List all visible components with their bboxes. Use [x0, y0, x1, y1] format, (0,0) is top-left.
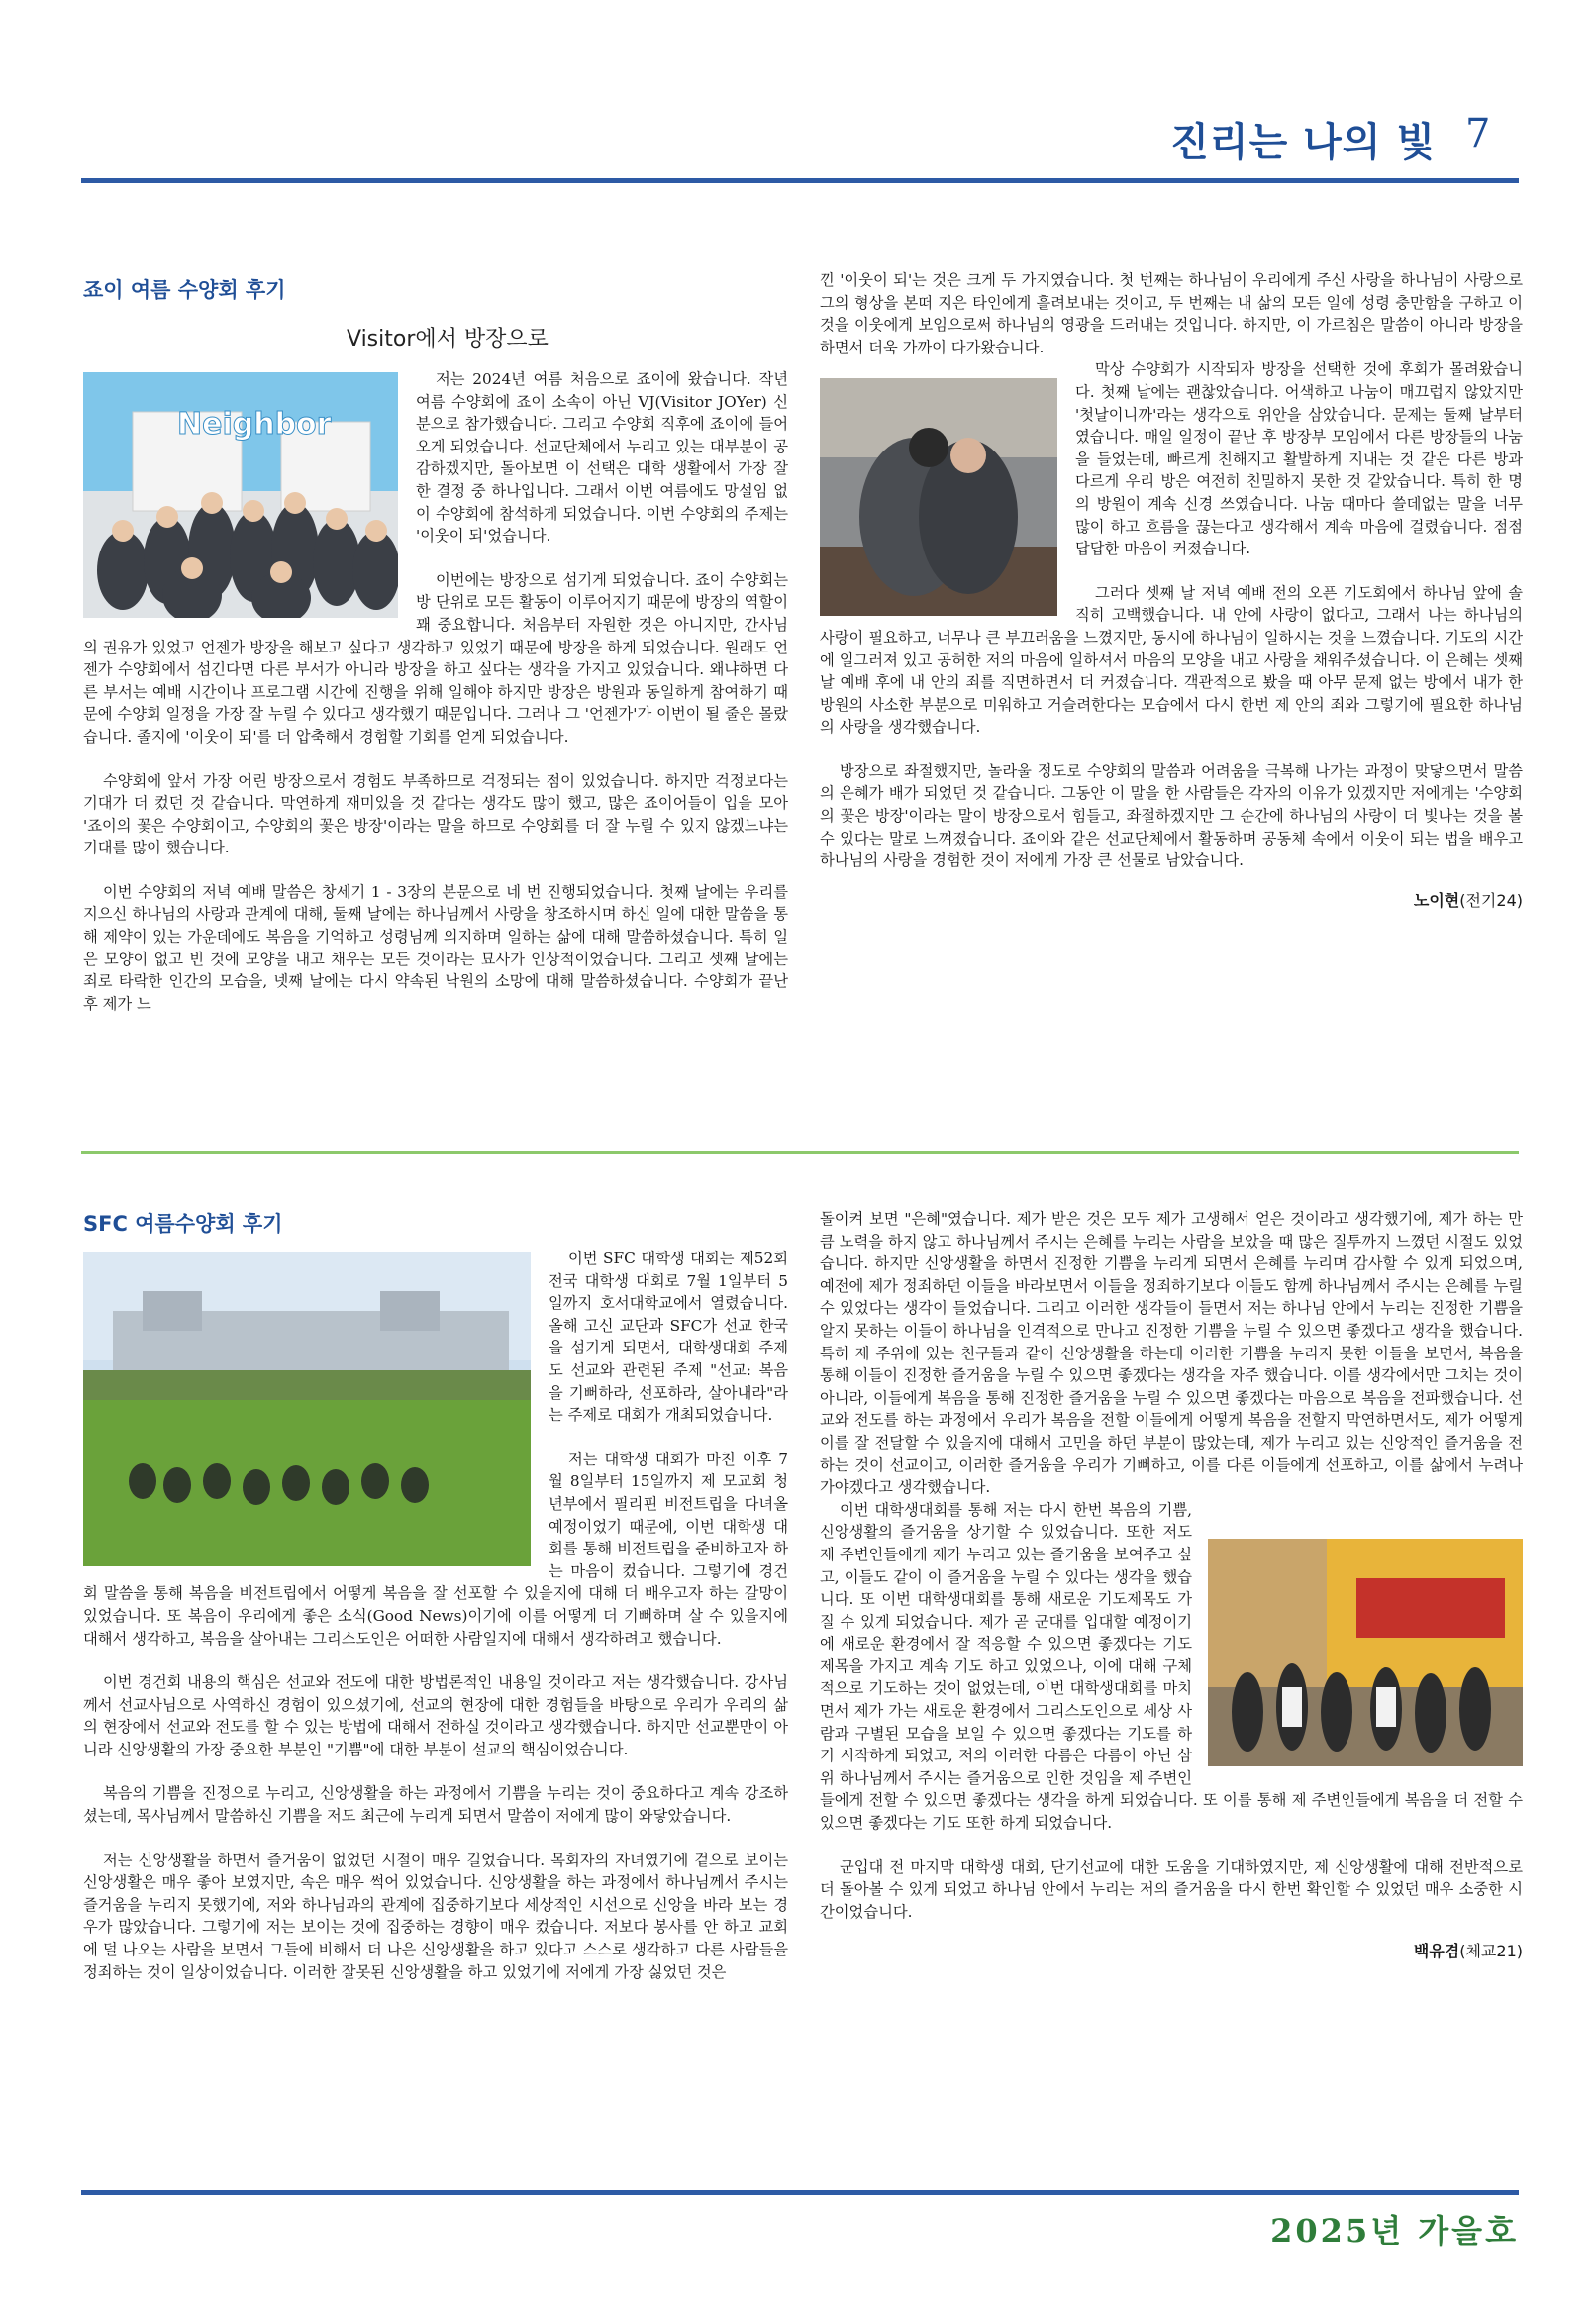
section1-left-column	[83, 368, 788, 1151]
photo-sign-text: Neighbor	[177, 407, 332, 442]
s2-right-paragraph: 군입대 전 마지막 대학생 대회, 단기선교에 대한 도움을 기대하였지만, 제 신앙생활에 대해 전반적으로 더 돌아볼 수 있게 되었고 하나님 안에서 누리는 저의 즐거움을 다시 한번 확인할 수 있었던 매우 소중한 시간이었습니다.	[820, 1857, 1523, 1921]
s1-left-paragraph: 이번 수양회의 저녁 예배 말씀은 창세기 1 - 3장의 본문으로 네 번 진행되었습니다. 첫째 날에는 우리를 지으신 하나님의 사랑과 관계에 대해, 둘째 날에는 하나님께서 사랑을 창조하시며 하신 일에 대한 말씀을 통해 제약이 있는 가운데에도 복음을 기억하고 성령님께 의지하며 일하는 삶에 대해 말씀하셨습니다. 특히 일은 모양이 없고 빈 것에 모양을 내고 채우는 모든 것이라는 묘사가 인상적이었습니다. 그리고 셋째 날에는 죄로 타락한 인간의 모습을, 넷째 날에는 다시 약속된 낙원의 소망에 대해 말씀하셨습니다. 수양회가 끝난 후 제가 느	[83, 882, 788, 1013]
page-number: 7	[1465, 111, 1491, 156]
s2-left-paragraph: 복음의 기쁨을 진정으로 누리고, 신앙생활을 하는 과정에서 기쁨을 누리는 것이 중요하다고 계속 강조하셨는데, 목사님께서 말씀하신 기쁨을 저도 최근에 누리게 되면서 말씀이 저에게 많이 와닿았습니다.	[83, 1784, 788, 1826]
author-dept: (체교21)	[1459, 1942, 1523, 1961]
section1-right-column	[820, 269, 1523, 1141]
section1-byline	[820, 890, 1523, 913]
section2-right-column	[820, 1208, 1523, 2178]
author-dept: (전기24)	[1459, 890, 1523, 910]
sfc-campus-photo	[83, 1252, 531, 1566]
section2-left-column	[83, 1248, 788, 2180]
s2-right-paragraph: 돌이켜 보면 "은혜"였습니다. 제가 받은 것은 모두 제가 고생해서 얻은 것이라고 생각했기에, 제가 하는 만큼 노력을 하지 않고 하나님께서 주시는 은혜를 누리는 사람을 보았을 때 많은 질투까지 느꼈던 시절도 있었습니다. 하지만 신앙생활을 하면서 진정한 기쁨을 누리게 되면서 은혜를 누리며 감사할 수 있게 되었으며, 예전에 제가 정죄하던 이들을 바라보면서 이들을 정죄하기보다 이들도 함께 하나님께서 주시는 은혜를 누릴 수 있었다는 생각이 들었습니다. 그리고 이러한 생각들이 들면서 저는 하나님 안에서 누리는 진정한 기쁨을 알지 못하는 이들이 하나님을 인격적으로 만나고 진정한 기쁨을 누릴 수 있으면 좋겠다고 생각을 했습니다. 특히 제 주위에 있는 친구들과 같이 신앙생활을 하는데 이러한 기쁨을 누리지 못한 이들을 보면서, 복음을 통해 이들이 진정한 즐거움을 누릴 수 있으면 좋겠다는 생각을 자주 했습니다. 이를 생각에서만 그치는 것이 아니라, 이들에게 복음을 통해 진정한 즐거움을 누릴 수 있으면 좋겠다는 마음으로 복음을 전파했습니다. 선교와 전도를 하는 과정에서 우리가 복음을 전할 이들에게 어떻게 복음을 전할지 막연하면서도, 제가 어떻게 이를 잘 전달할 수 있을지에 대해서 고민을 하던 부분이 많았는데, 제가 누리고 있는 신앙적인 즐거움을 전하는 것이 선교이고, 이러한 즐거움을 우리가 기뻐하고, 이를 다른 이들에게 선포하고, 이를 삶에서 누려나가야겠다고 생각했습니다.	[820, 1210, 1523, 1497]
author-name: 노이현	[1413, 890, 1460, 910]
top-divider	[81, 178, 1519, 183]
s1-right-paragraph: 그러다 셋째 날 저녁 예배 전의 오픈 기도회에서 하나님 앞에 솔직히 고백했습니다. 내 안에 사랑이 없다고, 그래서 나는 하나님의 사랑이 필요하고, 너무나 큰 부끄러움을 느꼈지만, 동시에 하나님이 일하시는 것을 느꼈습니다. 기도의 시간에 일그러져 있고 공허한 저의 마음에 일하셔서 마음의 모양을 내고 사랑을 채워주셨습니다. 이 은혜는 셋째 날 예배 후에 내 안의 죄를 직면하면서 더 커졌습니다. 객관적으로 봤을 때 아무 문제 없는 방에서 내가 한 방원의 사소한 부분으로 미워하고 거슬려한다는 모습에서 다시 한번 제 안의 죄와 그렇기에 필요한 하나님의 사랑을 생각했습니다.	[820, 583, 1523, 737]
author-name: 백유겸	[1413, 1942, 1460, 1961]
s1-right-paragraph: 막상 수양회가 시작되자 방장을 선택한 것에 후회가 몰려왔습니다. 첫째 날에는 괜찮았습니다. 어색하고 나눔이 매끄럽지 않았지만 '첫날이니까'라는 생각으로 위안을 삼았습니다. 문제는 둘째 날부터였습니다. 매일 일정이 끝난 후 방장부 모임에서 다른 방장들의 나눔을 들었는데, 빠르게 친해지고 활발하게 지내는 것 같은 다른 방과 다르게 우리 방은 여전히 친밀하지 못한 것 같았습니다. 특히 한 명의 방원이 계속 신경 쓰였습니다. 나눔 때마다 쓸데없는 말을 너무 많이 하고 흐름을 끊는다고 생각해서 계속 마음에 걸렸습니다. 점점 답답한 마음이 커졌습니다.	[1075, 360, 1523, 558]
section2-byline	[820, 1941, 1523, 1963]
s2-left-paragraph: 이번 경건회 내용의 핵심은 선교와 전도에 대한 방법론적인 내용일 것이라고 저는 생각했습니다. 강사님께서 선교사님으로 사역하신 경험이 있으셨기에, 선교의 현장에 대한 경험들을 바탕으로 우리가 우리의 삶의 현장에서 선교와 전도를 할 수 있는 방법에 대해서 전하실 것이라고 생각했습니다. 하지만 선교뿐만이 아니라 신앙생활의 가장 중요한 부분인 "기쁨"에 대한 부분이 설교의 핵심이었습니다.	[83, 1673, 788, 1758]
s1-left-paragraph: 수양회에 앞서 가장 어린 방장으로서 경험도 부족하므로 걱정되는 점이 있었습니다. 하지만 걱정보다는 기대가 더 컸던 것 같습니다. 막연하게 재미있을 것 같다는 생각도 많이 했고, 많은 죠이어들이 입을 모아 '죠이의 꽃은 수양회이고, 수양회의 꽃은 방장'이라는 말을 하므로 수양회를 더 잘 누릴 수 있지 않겠느냐는 기대를 많이 했습니다.	[83, 771, 788, 857]
hug-photo	[820, 378, 1057, 616]
s2-left-paragraph: 이번 SFC 대학생 대회는 제52회 전국 대학생 대회로 7월 1일부터 5일까지 호서대학교에서 열렸습니다. 올해 고신 교단과 SFC가 선교 한국을 섬기게 되면서, 대학생대회 주제도 선교와 관련된 주제 "선교: 복음을 기뻐하라, 선포하라, 살아내라"라는 주제로 대회가 개최되었습니다.	[549, 1250, 788, 1425]
middle-divider	[81, 1151, 1519, 1154]
section2-title: SFC 여름수양회 후기	[83, 1212, 283, 1236]
s1-right-paragraph: 방장으로 좌절했지만, 놀라울 정도로 수양회의 말씀과 어려움을 극복해 나가는 과정이 맞닿으면서 말씀의 은혜가 배가 되었던 것 같습니다. 그동안 이 말을 한 사람들은 각자의 이유가 있겠지만 저에게는 '수양회의 꽃은 방장'이라는 말이 방장으로서 힘들고, 좌절하겠지만 그 순간에 하나님의 사랑이 더 빛나는 것을 볼 수 있다는 말로 느껴졌습니다. 죠이와 같은 선교단체에서 활동하며 공동체 속에서 이웃이 되는 법을 배우고 하나님의 사랑을 경험한 것이 저에게 가장 큰 선물로 남았습니다.	[820, 761, 1523, 870]
section1-subtitle: Visitor에서 방장으로	[347, 327, 549, 351]
bottom-divider	[81, 2190, 1519, 2195]
s1-right-paragraph: 낀 '이웃이 되'는 것은 크게 두 가지였습니다. 첫 번째는 하나님이 우리에게 주신 사랑을 하나님이 사랑으로 그의 형상을 본떠 지은 타인에게 흘려보내는 것이고, 두 번째는 내 삶의 모든 일에 성령 충만함을 구하고 이것을 이웃에게 보임으로써 하나님의 영광을 드러내는 것입니다. 하지만, 이 가르침은 말씀이 아니라 방장을 하면서 더욱 가까이 다가왔습니다.	[820, 271, 1523, 356]
section1-title: 죠이 여름 수양회 후기	[83, 278, 286, 302]
page-header-title: 진리는 나의 빛	[1170, 120, 1436, 165]
joy-group-photo	[83, 372, 398, 618]
issue-footer: 2025년 가을호	[1270, 2212, 1519, 2250]
s1-left-paragraph: 저는 2024년 여름 처음으로 죠이에 왔습니다. 작년 여름 수양회에 죠이 소속이 아닌 VJ(Visitor JOYer) 신분으로 참가했습니다. 그리고 수양회 직후에 죠이에 들어오게 되었습니다. 선교단체에서 누리고 있는 대부분이 공감하겠지만, 돌아보면 이 선택은 대학 생활에서 가장 잘한 결정 중 하나입니다. 그래서 이번 여름에도 망설임 없이 수양회에 참석하게 되었습니다. 이번 수양회의 주제는 '이웃이 되'었습니다.	[416, 370, 788, 546]
sfc-group-photo	[1208, 1539, 1523, 1766]
s2-right-paragraph: 이번 대학생대회를 통해 저는 다시 한번 복음의 기쁨, 신앙생활의 즐거움을 상기할 수 있었습니다. 또한 저도 제 주변인들에게 제가 누리고 있는 즐거움을 보여주고 싶고, 이들도 같이 이 즐거움을 누릴 수 있다는 생각을 했습니다. 또 이번 대학생대회를 통해 새로운 기도제목도 가질 수 있게 되었습니다. 제가 곧 군대를 입대할 예정이기에 새로운 환경에서 잘 적응할 수 있으면 좋겠다는 기도제목을 가지고 계속 기도 하고 있었으나, 이에 대해 구체적으로 기도하는 것이 없었는데, 이번 대학생대회를 마치면서 제가 가는 새로운 환경에서 그리스도인으로 세상 사람과 구별된 모습을 보일 수 있으면 좋겠다는 기도를 하기 시작하게 되었고, 저의 이러한 다름은 다름이 아닌 삼위 하나님께서 주시는 즐거움으로 인한 것임을 제 주변인들에게 전할 수 있으면 좋겠다는 생각을 하게 되었습니다. 또 이를 통해 제 주변인들에게 복음을 더 전할 수 있으면 좋겠다는 기도 또한 하게 되었습니다.	[820, 1500, 1523, 1833]
s2-left-paragraph: 저는 대학생 대회가 마친 이후 7월 8일부터 15일까지 제 모교회 청년부에서 필리핀 비전트립을 다녀올 예정이었기 때문에, 이번 대학생 대회를 통해 비전트립을 준비하고자 하는 마음이 컸습니다. 그렇기에 경건회 말씀을 통해 복음을 비전트립에서 어떻게 복음을 잘 선포할 수 있을지에 대해 더 배우고자 하는 갈망이 있었습니다. 또 복음이 우리에게 좋은 소식(Good News)이기에 이를 어떻게 더 기뻐하며 살 수 있을지에 대해서 생각하고, 복음을 살아내는 그리스도인은 어떠한 사람일지에 대해서 생각하려고 했습니다.	[83, 1450, 788, 1648]
s1-left-paragraph: 이번에는 방장으로 섬기게 되었습니다. 죠이 수양회는 방 단위로 모든 활동이 이루어지기 때문에 방장의 역할이 꽤 중요합니다. 처음부터 자원한 것은 아니지만, 간사님의 권유가 있었고 언젠가 방장을 해보고 싶다고 생각하고 있었기 때문에 방장을 하게 되었습니다. 원래도 언젠가 수양회에서 섬긴다면 다른 부서가 아니라 방장을 하고 싶다는 생각을 가지고 있었습니다. 왜냐하면 다른 부서는 예배 시간이나 프로그램 시간에 진행을 위해 일해야 하지만 방장은 방원과 동일하게 참여하기 때문에 수양회 일정을 가장 잘 누릴 수 있다고 생각했기 때문입니다. 그러나 그 '언젠가'가 이번이 될 줄은 몰랐습니다. 졸지에 '이웃이 되'를 더 압축해서 경험할 기회를 얻게 되었습니다.	[83, 570, 788, 746]
s2-left-paragraph: 저는 신앙생활을 하면서 즐거움이 없었던 시절이 매우 길었습니다. 목회자의 자녀였기에 겉으로 보이는 신앙생활은 매우 좋아 보였지만, 속은 매우 썩어 있었습니다. 신앙생활을 하는 과정에서 하나님께서 주시는 즐거움을 누리지 못했기에, 저와 하나님과의 관계에 집중하기보다 세상적인 시선으로 신앙을 바라 보는 경우가 많았습니다. 그렇기에 저는 보이는 것에 집중하는 경향이 매우 컸습니다. 저보다 봉사를 안 하고 교회에 덜 나오는 사람을 보면서 그들에 비해서 더 나은 신앙생활을 하고 있다고 스스로 생각하고 다른 사람들을 정죄하는 것이 일상이었습니다. 이러한 잘못된 신앙생활을 하고 있었기에 저에게 가장 싫었던 것은	[83, 1851, 788, 1981]
